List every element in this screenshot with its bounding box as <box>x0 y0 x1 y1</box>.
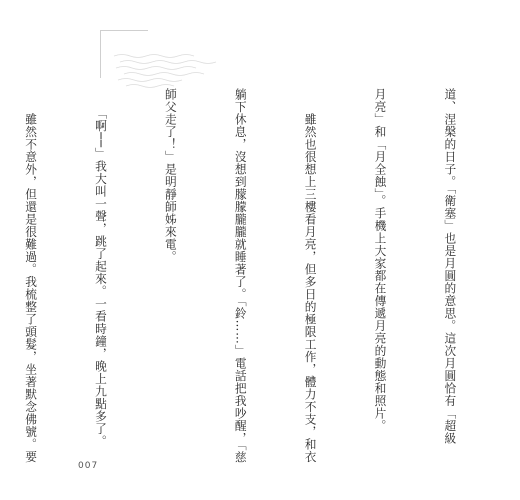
body-column: 「啊──」我大叫一聲，跳了起來。一看時鐘，晚上九點多了。 <box>93 88 108 448</box>
page-number: 007 <box>78 461 99 471</box>
body-column: 師父走了！」是明靜師姊來電。 <box>163 88 178 263</box>
body-column: 月亮」和「月全蝕」。手機上大家都在傳遞月亮的動態和照片。 <box>373 88 388 433</box>
corner-rule-vertical <box>100 30 101 78</box>
body-text <box>24 88 508 464</box>
body-column: 道、涅槃的日子。「衛塞」也是月圓的意思。這次月圓恰有「超級 <box>443 88 458 445</box>
body-column: 雖然不意外，但還是很難過。我梳整了頭髮，坐著默念佛號。要 <box>24 88 39 463</box>
body-column: 雖然也很想上三樓看月亮，但多日的極限工作，體力不支，和衣 <box>303 88 318 463</box>
corner-rule-horizontal <box>100 30 148 31</box>
wave-ornament-icon <box>112 50 222 90</box>
body-column: 躺下休息，沒想到朦朦朧朧就睡著了。「鈴……」電話把我吵醒，「慈 <box>233 88 248 464</box>
